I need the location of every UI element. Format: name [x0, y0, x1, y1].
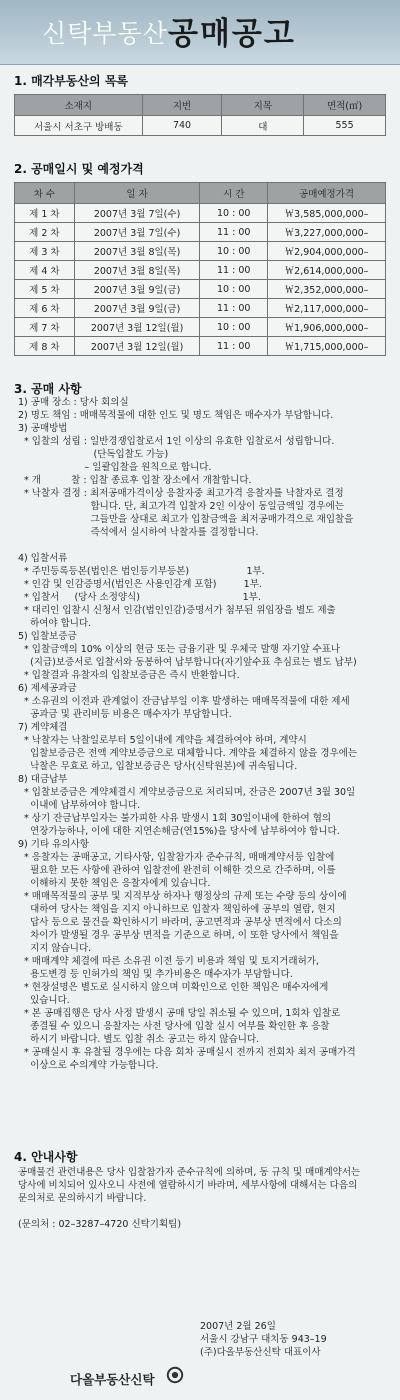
table-row — [15, 116, 386, 136]
text-line: 8) 대금납부 — [18, 774, 68, 785]
guidance-text — [18, 1166, 390, 1231]
cell-time: 11 : 00 — [200, 337, 268, 356]
text-line: 1) 공매 장소 : 당사 회의실 — [18, 397, 129, 408]
cell-price: ￦1,906,000,000– — [268, 318, 386, 337]
table-row — [15, 299, 386, 318]
text-line: * 공매실시 후 유찰될 경우에는 다음 회차 공매실시 전까지 전회차 최저 공매가격 — [18, 1047, 356, 1058]
cell-round: 제 5 차 — [15, 280, 75, 299]
cell-time: 10 : 00 — [200, 318, 268, 337]
cell-round: 제 7 차 — [15, 318, 75, 337]
table-row — [15, 204, 386, 223]
cell-time: 10 : 00 — [200, 280, 268, 299]
text-line: 이상으로 수의계약 가능합니다. — [18, 1060, 159, 1071]
table-row — [15, 337, 386, 356]
text-line: 즉석에서 실시하여 낙찰자를 결정합니다. — [18, 527, 259, 538]
cell-price: ￦2,904,000,000– — [268, 242, 386, 261]
col-time: 시 간 — [200, 183, 268, 204]
text-line: 문의처로 문의하시기 바랍니다. — [18, 1193, 147, 1204]
text-line: – 일괄입찰을 원칙으로 합니다. — [18, 462, 212, 473]
text-line: * 입찰의 성립 : 일반경쟁입찰로서 1인 이상의 유효한 입찰로서 성립합니다. — [18, 436, 335, 447]
cell-date: 2007년 3월 9일(금) — [74, 280, 200, 299]
property-table-header — [15, 95, 386, 116]
property-table — [14, 94, 386, 136]
text-line: 차이가 발생될 경우 공부상 면적을 기준으로 하며, 이 또한 당사에서 책임을 — [18, 930, 339, 941]
table-row — [15, 280, 386, 299]
notice-date: 2007년 2월 26일 — [200, 1321, 276, 1332]
cell-time: 10 : 00 — [200, 242, 268, 261]
cell-date: 2007년 3월 7일(수) — [74, 204, 200, 223]
text-line: 연장가능하나, 이에 대한 지연손해금(연15%)을 당사에 납부하여야 합니다. — [18, 826, 340, 837]
col-date: 일 자 — [74, 183, 200, 204]
cell-round: 제 3 차 — [15, 242, 75, 261]
cell-time: 11 : 00 — [200, 261, 268, 280]
text-line — [18, 539, 390, 552]
table-row — [15, 261, 386, 280]
text-line: 하여야 합니다. — [18, 618, 92, 629]
col-area: 면적(㎡) — [304, 95, 386, 116]
cell-time: 11 : 00 — [200, 299, 268, 318]
auction-terms — [18, 396, 390, 1072]
text-line: * 본 공매집행은 당사 사정 발생시 공매 당일 취소될 수 있으며, 1회차 입찰로 — [18, 1008, 341, 1019]
cell-round: 제 4 차 — [15, 261, 75, 280]
text-line: * 인감 및 인감증명서(법인은 사용인감계 포함) 1부. — [18, 579, 262, 590]
col-location: 소재지 — [15, 95, 143, 116]
col-round: 차 수 — [15, 183, 75, 204]
text-line: 4) 입찰서류 — [18, 553, 68, 564]
text-line: 공매물건 관련내용은 당사 입찰참가자 준수규칙에 의하며, 동 규칙 및 매매계약서는 — [18, 1167, 361, 1178]
text-line: 6) 제세공과금 — [18, 683, 77, 694]
text-line: * 매매목적물의 공부 및 지적부상 하자나 행정상의 규제 또는 수량 등의 상이에 — [18, 891, 347, 902]
text-line: * 입찰금액의 10% 이상의 현금 또는 금융기관 및 우체국 발행 자기앞 수표나 — [18, 644, 341, 655]
text-line: * 입찰보증금은 계약체결시 계약보증금으로 처리되며, 잔금은 2007년 3월 30일 — [18, 787, 356, 798]
col-price: 공매예정가격 — [268, 183, 386, 204]
header-banner — [0, 0, 400, 65]
title-bold: 공매공고 — [168, 16, 296, 52]
text-line: * 상기 잔금납부일자는 불가피한 사유 발생시 1회 30일이내에 한하여 협의 — [18, 813, 332, 824]
section1-title: 1. 매각부동산의 목록 — [14, 74, 129, 88]
cell-lot: 740 — [142, 116, 222, 136]
cell-price: ￦2,352,000,000– — [268, 280, 386, 299]
text-line: * 현장설명은 별도로 실시하지 않으며 미확인으로 인한 책임은 매수자에게 — [18, 982, 329, 993]
text-line: 하시기 바랍니다. 별도 입찰 취소 공고는 하지 않습니다. — [18, 1034, 260, 1045]
text-line: 공과금 및 관리비등 비용은 매수자가 부담합니다. — [18, 709, 232, 720]
text-line: * 낙찰자 결정 : 최저공매가격이상 응찰자중 최고가격 응찰자를 낙찰자로 결정 — [18, 488, 344, 499]
text-line: 이해하지 못한 책임은 응찰자에게 있습니다. — [18, 878, 211, 889]
cell-price: ￦3,227,000,000– — [268, 223, 386, 242]
cell-price: ￦2,614,000,000– — [268, 261, 386, 280]
text-line: 답사 등으로 물건을 확인하시기 바라며, 공고면적과 공부상 면적에서 다소의 — [18, 917, 342, 928]
cell-date: 2007년 3월 9일(금) — [74, 299, 200, 318]
section2-title: 2. 공매일시 및 예정가격 — [14, 162, 144, 176]
col-lot: 지번 — [142, 95, 222, 116]
text-line: * 대리인 입찰시 신청서 인감(법인인감)증명서가 첨부된 위임장을 별도 제출 — [18, 605, 336, 616]
text-line: * 소유권의 이전과 관계없이 잔금납부일 이후 발생하는 매매목적물에 대한 제세 — [18, 696, 350, 707]
text-line: 그들만을 상대로 최고가 입찰금액을 최저공매가격으로 재입찰을 — [18, 514, 354, 525]
text-line: * 낙찰자는 낙찰일로부터 5일이내에 계약을 체결하여야 하며, 계약시 — [18, 735, 307, 746]
col-land-type: 지목 — [222, 95, 304, 116]
table-row — [15, 242, 386, 261]
text-line: 낙찰은 무효로 하고, 입찰보증금은 당사(신탁원본)에 귀속됩니다. — [18, 761, 298, 772]
text-line: 입찰보증금은 전액 계약보증금으로 대체합니다. 계약을 체결하지 않을 경우에는 — [18, 748, 358, 759]
text-line: 이내에 납부하여야 합니다. — [18, 800, 141, 811]
cell-round: 제 6 차 — [15, 299, 75, 318]
text-line: (단독입찰도 가능) — [18, 449, 169, 460]
cell-round: 제 2 차 — [15, 223, 75, 242]
text-line: 있습니다. — [18, 995, 70, 1006]
cell-round: 제 8 차 — [15, 337, 75, 356]
text-line: 당사에 비치되어 있사오니 사전에 열람하시기 바라며, 세부사항에 대해서는 다음의 — [18, 1180, 358, 1191]
text-line: * 주민등록등본(법인은 법인등기부등본) 1부. — [18, 566, 265, 577]
company-logo-text: 다올부동산신탁 — [70, 1372, 155, 1387]
cell-date: 2007년 3월 12일(월) — [74, 337, 200, 356]
company-logo-icon — [166, 1366, 184, 1384]
footer-info — [200, 1320, 327, 1359]
text-line: 종결될 수 있으니 응찰자는 사전 당사에 입찰 실시 여부를 확인한 후 응찰 — [18, 1021, 330, 1032]
section4-title: 4. 안내사항 — [14, 1150, 78, 1164]
company-address: 서울시 강남구 대치동 943–19 — [200, 1334, 327, 1345]
text-line — [18, 1205, 390, 1218]
text-line: 용도변경 등 인허가의 책임 및 추가비용은 매수자가 부담합니다. — [18, 969, 293, 980]
text-line: * 응찰자는 공매공고, 기타사항, 입찰참가자 준수규칙, 매매계약서등 입찰에 — [18, 852, 335, 863]
text-line: * 입찰결과 유찰자의 입찰보증금은 즉시 반환합니다. — [18, 670, 240, 681]
table-row — [15, 318, 386, 337]
text-line: * 매매계약 체결에 따른 소유권 이전 등기 비용과 책임 및 토지거래허가, — [18, 956, 319, 967]
cell-price: ￦1,715,000,000– — [268, 337, 386, 356]
cell-date: 2007년 3월 7일(수) — [74, 223, 200, 242]
title-light: 신탁부동산 — [42, 19, 168, 48]
cell-location: 서울시 서초구 방배동 — [15, 116, 143, 136]
text-line: (문의처 : 02–3287–4720 신탁기획팀) — [18, 1219, 182, 1230]
text-line: 9) 기타 유의사항 — [18, 839, 89, 850]
table-row — [15, 223, 386, 242]
text-line: 합니다. 단, 최고가격 입찰자 2인 이상이 동일금액일 경우에는 — [18, 501, 344, 512]
cell-price: ￦2,117,000,000– — [268, 299, 386, 318]
cell-round: 제 1 차 — [15, 204, 75, 223]
text-line: 7) 계약체결 — [18, 722, 68, 733]
company-name: (주)다올부동산신탁 대표이사 — [200, 1347, 321, 1358]
text-line: 대하여 당사는 책임을 지지 아니하므로 입찰자 책임하에 공부의 열람, 현지 — [18, 904, 336, 915]
text-line: 2) 명도 책임 : 매매목적물에 대한 인도 및 명도 책임은 매수자가 부담합니다. — [18, 410, 334, 421]
cell-date: 2007년 3월 8일(목) — [74, 242, 200, 261]
text-line: 지지 않습니다. — [18, 943, 92, 954]
text-line: (지급)보증서로 입찰서와 동봉하여 납부합니다(자기앞수표 추심료는 별도 납부) — [18, 657, 357, 668]
schedule-table-header — [15, 183, 386, 204]
text-line: * 입찰서 (당사 소정양식) 1부. — [18, 592, 261, 603]
cell-area: 555 — [304, 116, 386, 136]
cell-date: 2007년 3월 8일(목) — [74, 261, 200, 280]
cell-time: 11 : 00 — [200, 223, 268, 242]
text-line: 3) 공매방법 — [18, 423, 68, 434]
schedule-table — [14, 182, 386, 356]
cell-price: ￦3,585,000,000– — [268, 204, 386, 223]
cell-time: 10 : 00 — [200, 204, 268, 223]
text-line: 필요한 모든 사항에 관하여 입찰전에 완전히 이해한 것으로 간주하며, 이를 — [18, 865, 336, 876]
text-line: 5) 입찰보증금 — [18, 631, 77, 642]
text-line: * 개 찰 : 입찰 종료후 입찰 장소에서 개찰합니다. — [18, 475, 252, 486]
cell-land-type: 대 — [222, 116, 304, 136]
cell-date: 2007년 3월 12일(월) — [74, 318, 200, 337]
section3-title: 3. 공매 사항 — [14, 382, 82, 396]
